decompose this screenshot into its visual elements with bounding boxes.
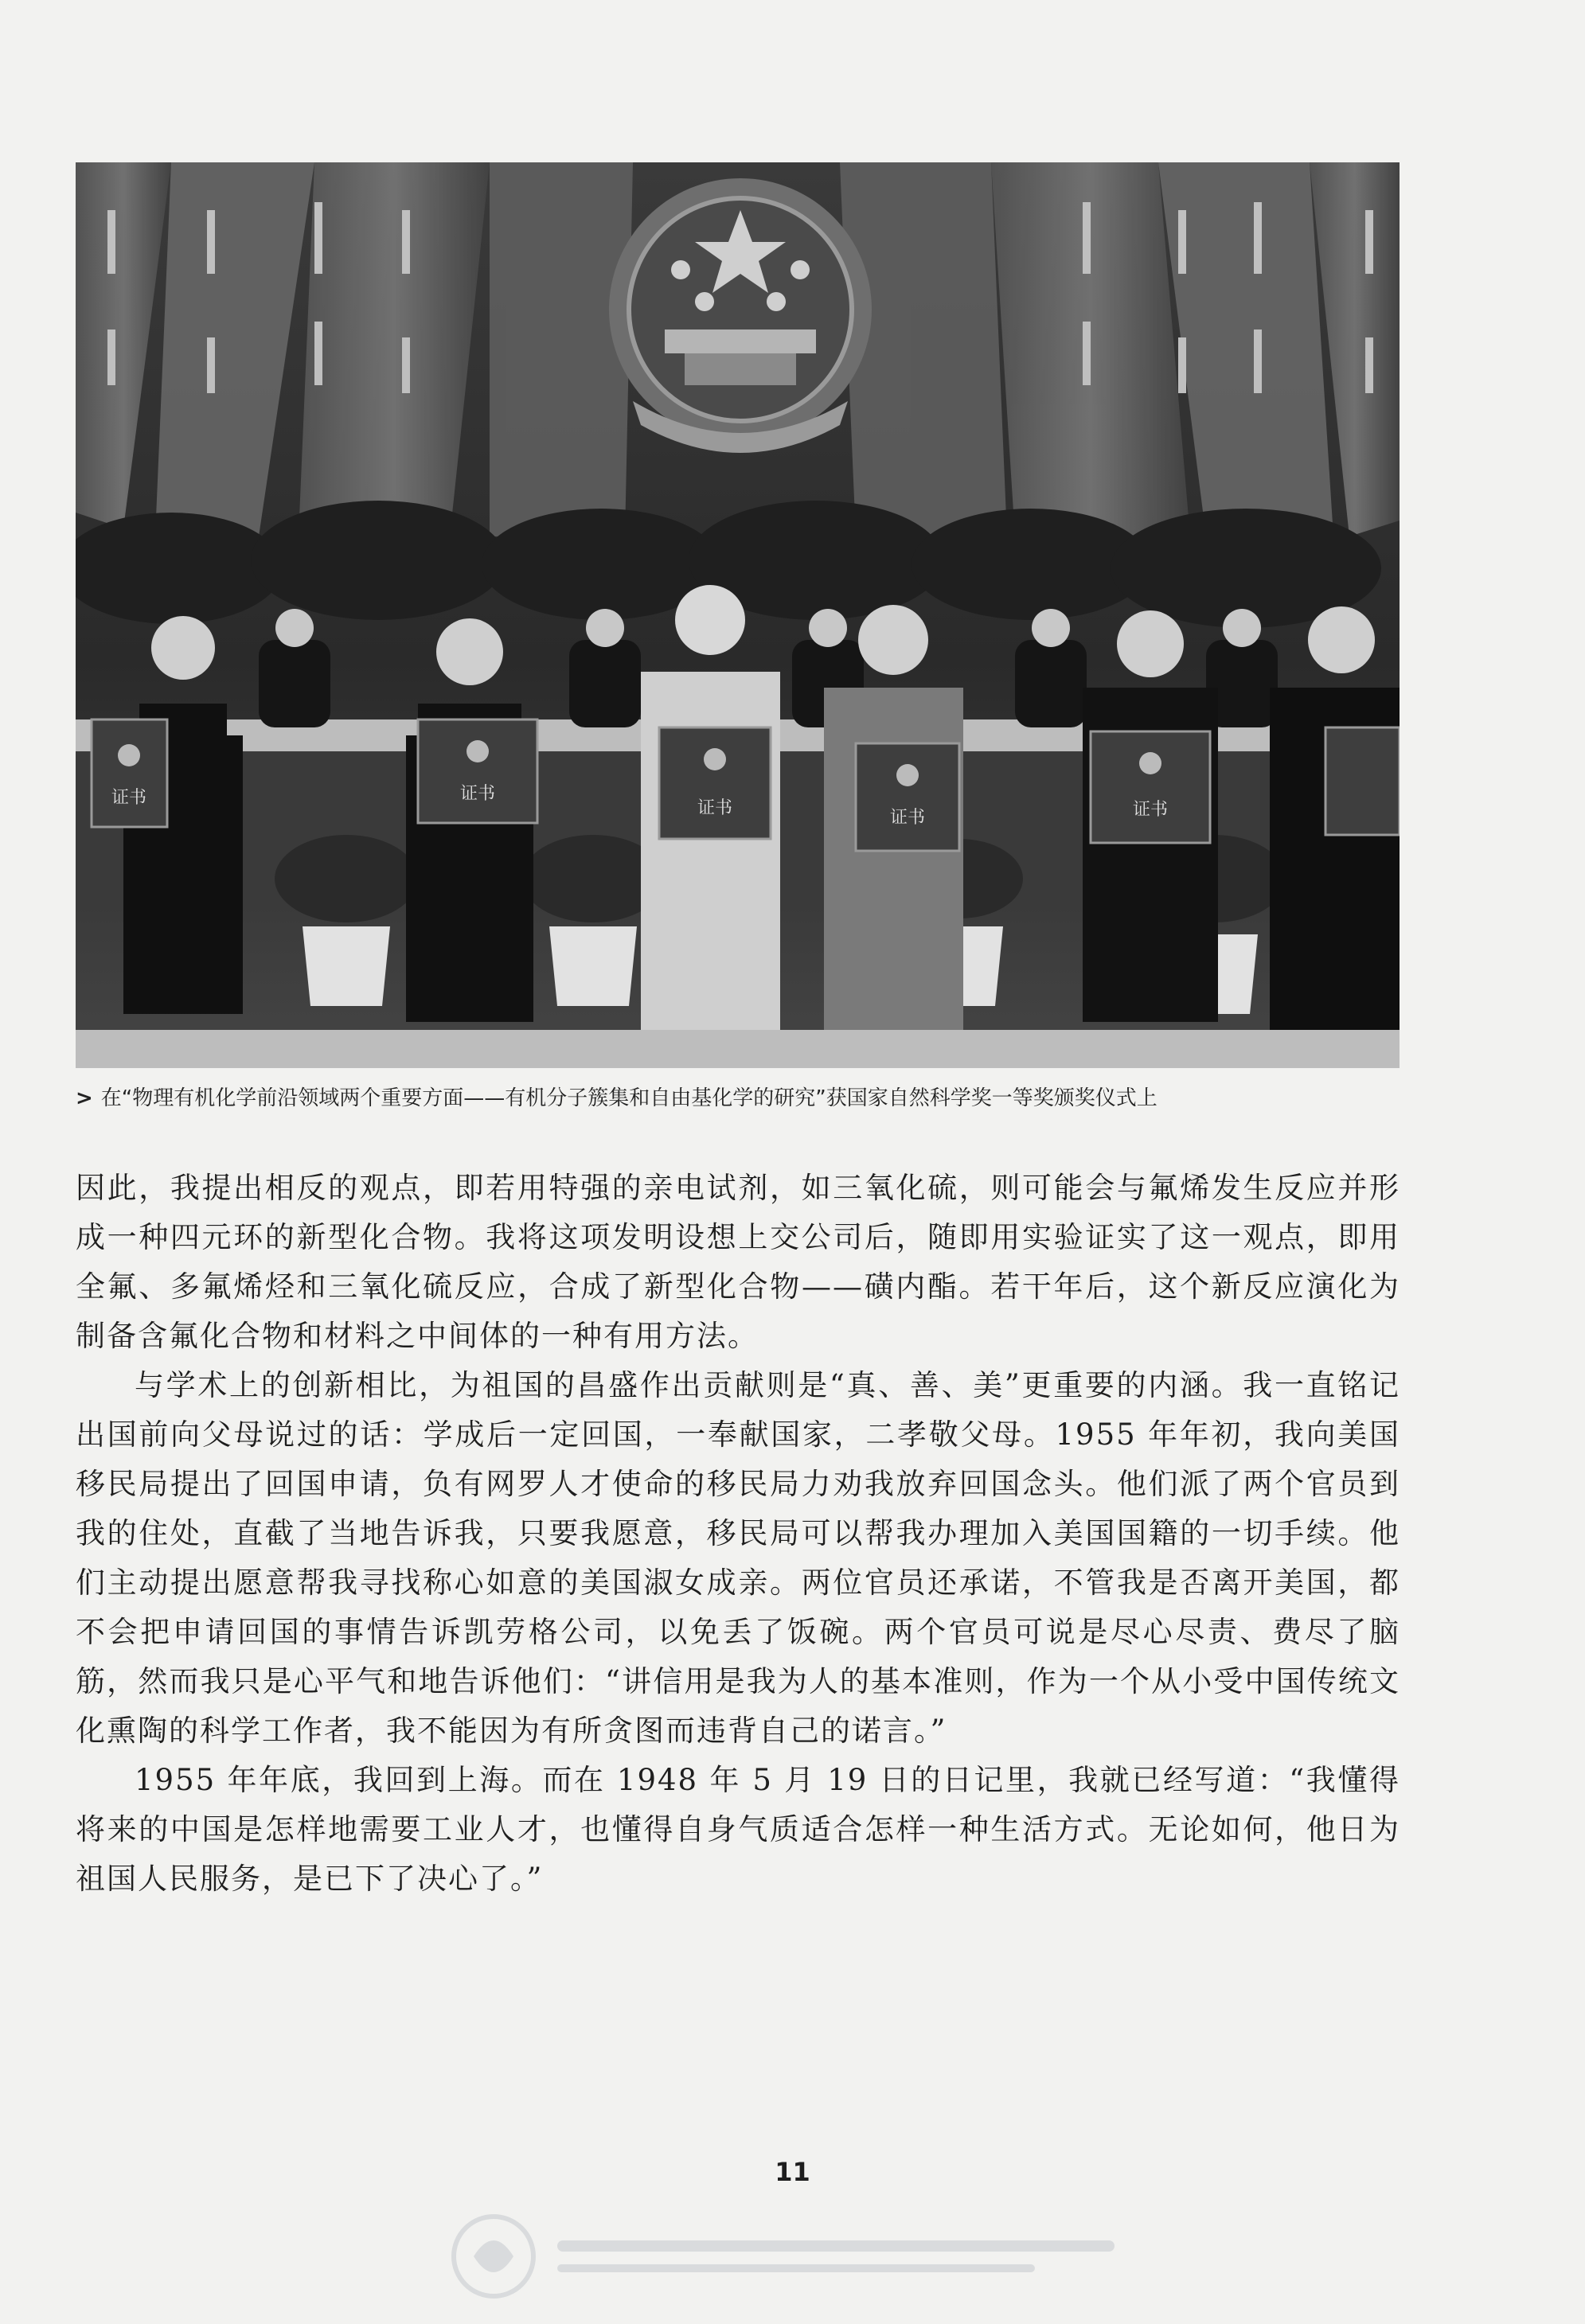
- certificate-label-3: 证书: [697, 798, 733, 818]
- library-watermark-icon: [446, 2209, 1162, 2304]
- ceremony-photo-drawing: [76, 162, 1400, 1068]
- page-number: 11: [775, 2157, 810, 2187]
- certificate-label-1: 证书: [111, 788, 147, 808]
- paragraph-1: 因此，我提出相反的观点，即若用特强的亲电试剂，如三氧化硫，则可能会与氟烯发生反应并形成一种四元环的新型化合物。我将这项发明设想上交公司后，随即用实验证实了这一观点，即用全氟、多氟烯烃和三氧化硫反应，合成了新型化合物——磺内酯。若干年后，这个新反应演化为制备含氟化合物和材料之中间体的一种有用方法。: [76, 1171, 1400, 1353]
- national-emblem-icon: [609, 178, 872, 453]
- body-text: [76, 1164, 1400, 1904]
- photo-caption: [76, 1082, 1429, 1114]
- stage-floor: [76, 1030, 1400, 1068]
- certificate-label-2: 证书: [459, 784, 496, 804]
- ceremony-photo: [76, 162, 1400, 1068]
- caption-text: 在“物理有机化学前沿领域两个重要方面——有机分子簇集和自由基化学的研究”获国家自然科学奖一等奖颁奖仪式上: [100, 1086, 1158, 1110]
- certificate-label-5: 证书: [1132, 800, 1169, 820]
- caption-marker: >: [76, 1086, 93, 1110]
- paragraph-3: 1955 年年底，我回到上海。而在 1948 年 5 月 19 日的日记里，我就已经写道：“我懂得将来的中国是怎样地需要工业人才，也懂得自身气质适合怎样一种生活方式。无论如何，他日为祖国人民服务，是已下了决心了。”: [76, 1763, 1400, 1896]
- paragraph-2: 与学术上的创新相比，为祖国的昌盛作出贡献则是“真、善、美”更重要的内涵。我一直铭记出国前向父母说过的话：学成后一定回国，一奉献国家，二孝敬父母。1955 年年初，我向美国移民局提出了回国申请，负有网罗人才使命的移民局力劝我放弃回国念头。他们派了两个官员到我的住处，直截了当地告诉我，只要我愿意，移民局可以帮我办理加入美国国籍的一切手续。他们主动提出愿意帮我寻找称心如意的美国淑女成亲。两位官员还承诺，不管我是否离开美国，都不会把申请回国的事情告诉凯劳格公司，以免丢了饭碗。两个官员可说是尽心尽责、费尽了脑筋，然而我只是心平气和地告诉他们：“讲信用是我为人的基本准则，作为一个从小受中国传统文化熏陶的科学工作者，我不能因为有所贪图而违背自己的诺言。”: [76, 1368, 1400, 1748]
- certificate-label-4: 证书: [889, 808, 926, 828]
